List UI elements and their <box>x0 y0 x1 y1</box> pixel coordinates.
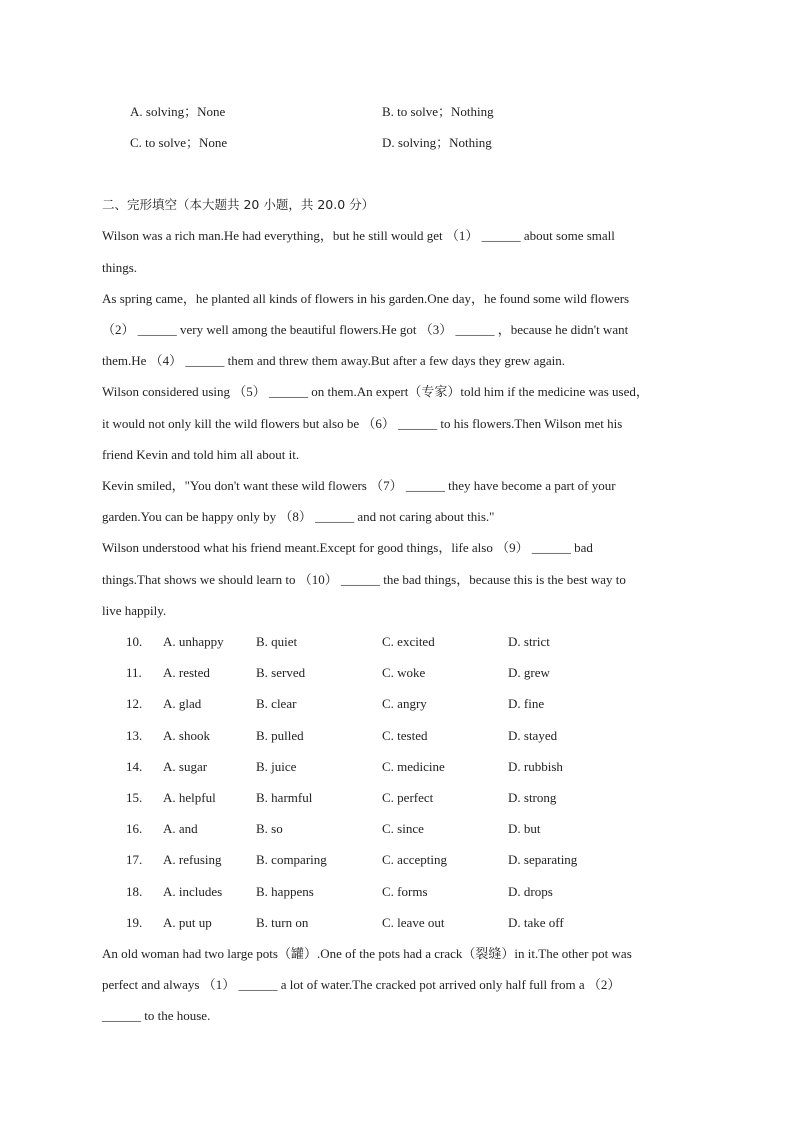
choice-c: C. woke <box>382 665 426 680</box>
passage-line: （2） ______ very well among the beautiful flowers.He got （3） ______ ，because he didn't want <box>102 322 629 337</box>
passage-line: ______ to the house. <box>102 1008 211 1023</box>
choice-c: C. excited <box>382 634 435 649</box>
passage-line: perfect and always （1） ______ a lot of water.The cracked pot arrived only half full from a （2） <box>102 977 621 992</box>
choice-d: D. rubbish <box>508 759 563 774</box>
question-number: 17. <box>126 852 143 867</box>
choice-a: A. glad <box>163 696 202 711</box>
passage-line: As spring came，he planted all kinds of flowers in his garden.One day，he found some wild flowers <box>102 291 630 306</box>
question-number: 16. <box>126 821 143 836</box>
choice-b: B. pulled <box>256 728 304 743</box>
option-d: D. solving；Nothing <box>382 135 492 150</box>
passage-line: garden.You can be happy only by （8） ______ and not caring about this." <box>102 509 495 524</box>
question-number: 11. <box>126 665 142 680</box>
choice-a: A. refusing <box>163 852 222 867</box>
choice-d: D. take off <box>508 915 564 930</box>
choice-d: D. but <box>508 821 541 836</box>
choice-d: D. fine <box>508 696 545 711</box>
choice-b: B. juice <box>256 759 297 774</box>
passage-line: friend Kevin and told him all about it. <box>102 447 300 462</box>
choice-a: A. rested <box>163 665 210 680</box>
question-number: 14. <box>126 759 143 774</box>
choice-d: D. stayed <box>508 728 558 743</box>
choice-c: C. forms <box>382 884 428 899</box>
choice-c: C. tested <box>382 728 428 743</box>
passage-line: things. <box>102 260 138 275</box>
choice-b: B. quiet <box>256 634 298 649</box>
choice-d: D. grew <box>508 665 550 680</box>
choice-b: B. clear <box>256 696 297 711</box>
option-b: B. to solve；Nothing <box>382 104 494 119</box>
passage-line: Wilson was a rich man.He had everything，but he still would get （1） ______ about some small <box>102 228 615 243</box>
passage-line: live happily. <box>102 603 167 618</box>
choice-d: D. strict <box>508 634 550 649</box>
choice-b: B. served <box>256 665 306 680</box>
choice-a: A. and <box>163 821 198 836</box>
choice-b: B. comparing <box>256 852 327 867</box>
passage-line: it would not only kill the wild flowers but also be （6） ______ to his flowers.Then Wilson met his <box>102 416 623 431</box>
option-a: A. solving；None <box>130 104 226 119</box>
choice-b: B. harmful <box>256 790 313 805</box>
choice-a: A. unhappy <box>163 634 224 649</box>
question-number: 18. <box>126 884 143 899</box>
passage-line: An old woman had two large pots（罐）.One of the pots had a crack（裂缝）in it.The other pot was <box>102 946 632 961</box>
question-number: 10. <box>126 634 143 649</box>
choice-b: B. turn on <box>256 915 309 930</box>
choice-a: A. includes <box>163 884 223 899</box>
question-number: 12. <box>126 696 143 711</box>
choice-c: C. medicine <box>382 759 445 774</box>
choice-d: D. drops <box>508 884 553 899</box>
passage-line: Wilson considered using （5） ______ on them.An expert（专家）told him if the medicine was used， <box>102 384 649 399</box>
choice-a: A. helpful <box>163 790 216 805</box>
choice-a: A. put up <box>163 915 212 930</box>
question-number: 19. <box>126 915 143 930</box>
choice-b: B. so <box>256 821 283 836</box>
choice-c: C. since <box>382 821 424 836</box>
choice-b: B. happens <box>256 884 314 899</box>
question-number: 15. <box>126 790 143 805</box>
passage-line: them.He （4） ______ them and threw them away.But after a few days they grew again. <box>102 353 566 368</box>
option-c: C. to solve；None <box>130 135 228 150</box>
choice-d: D. strong <box>508 790 557 805</box>
choice-c: C. angry <box>382 696 427 711</box>
question-number: 13. <box>126 728 143 743</box>
passage-line: Kevin smiled，"You don't want these wild flowers （7） ______ they have become a part of your <box>102 478 616 493</box>
choice-c: C. leave out <box>382 915 445 930</box>
choice-a: A. sugar <box>163 759 208 774</box>
passage-line: Wilson understood what his friend meant.Except for good things，life also （9） ______ bad <box>102 540 593 555</box>
choice-d: D. separating <box>508 852 578 867</box>
choice-a: A. shook <box>163 728 210 743</box>
choice-c: C. accepting <box>382 852 447 867</box>
section-heading: 二、完形填空（本大题共 20 小题，共 20.0 分） <box>102 197 375 212</box>
choice-c: C. perfect <box>382 790 434 805</box>
passage-line: things.That shows we should learn to （10） ______ the bad things，because this is the best way to <box>102 572 626 587</box>
